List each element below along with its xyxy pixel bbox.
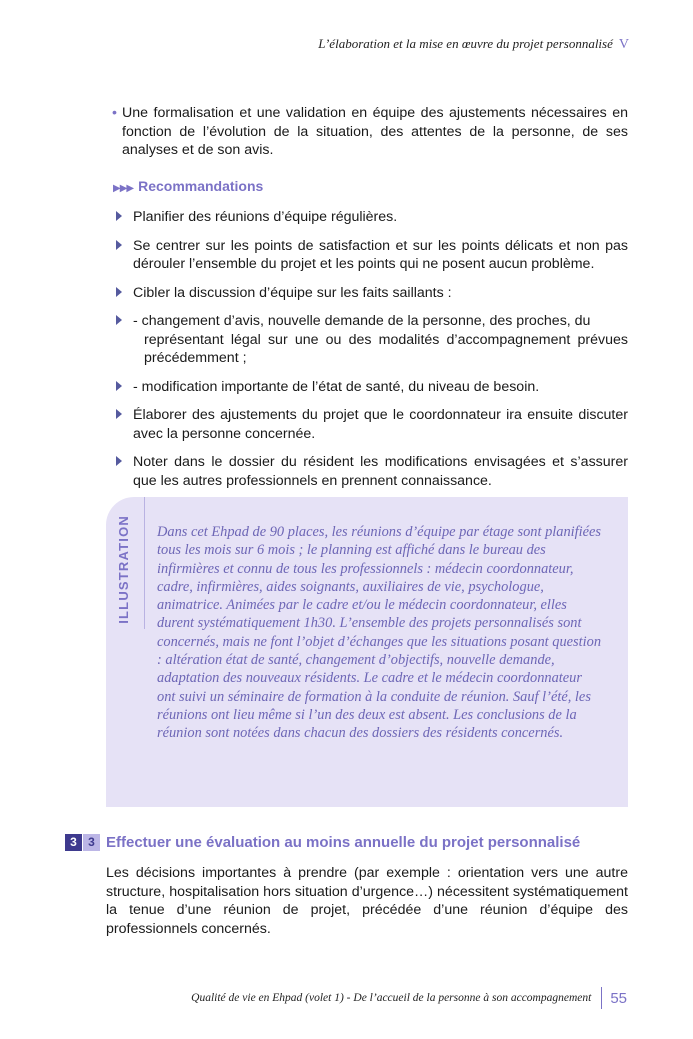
triangle-bullet-icon bbox=[116, 211, 122, 221]
list-item: Noter dans le dossier du résident les modifications envisagées et s’assurer que les autres professionnels en prennent connaissance. bbox=[116, 453, 628, 490]
illustration-text: Dans cet Ehpad de 90 places, les réunions d’équipe par étage sont planifiées tous les mois sur 6 mois ; le planning est affiché dans le bureau des infirmières et connu de tous les professionnels : médecin coordonnateur, cadre, infirmières, aides soignants, auxiliaires de vie, psychologue, animatrice. Animées par le cadre et/ou le médecin coordonnateur, elles durent systématiquement 1h30. L’ensemble des projets personnalisés sont concernés, mais ne font l’objet d’échanges que les situations posant question : altération état de santé, changement d’objectifs, nouvelle demande, adaptation des nouveaux résidents. Le cadre et le médecin coordonnateur ont suivi un séminaire de formation à la conduite de réunion. Sauf l’été, les réunions ont lieu même si l’un des deux est absent. Les conclusions de la réunion sont notées dans chacun des dossiers des résidents concernés. bbox=[157, 524, 602, 742]
chapter-number: V bbox=[618, 37, 629, 52]
triangle-bullet-icon bbox=[116, 287, 122, 297]
section-number-minor: 3 bbox=[83, 834, 100, 851]
intro-paragraph bbox=[112, 104, 628, 160]
section-paragraph: Les décisions importantes à prendre (par exemple : orientation vers une autre structure, hospitalisation hors situation d’urgence…) nécessitent systématiquement la tenue d’une réunion de projet, précédée d’une réunion d’équipe des professionnels concernés. bbox=[106, 865, 628, 937]
triple-arrow-icon: ▶▶▶ bbox=[113, 183, 134, 194]
page-number: 55 bbox=[610, 989, 627, 1007]
intro-text: Une formalisation et une validation en équipe des ajustements nécessaires en fonction de l’évolution de la situation, des attentes de la personne, de ses analyses et de son avis. bbox=[122, 105, 628, 158]
recommandations-list bbox=[116, 208, 628, 500]
illustration-label: ILLUSTRATION bbox=[116, 515, 131, 624]
list-item: Cibler la discussion d’équipe sur les faits saillants : bbox=[116, 284, 628, 303]
list-item: Se centrer sur les points de satisfaction et sur les points délicats et non pas dérouler l’ensemble du projet et les points qui ne posent aucun problème. bbox=[116, 237, 628, 274]
list-item: - modification importante de l’état de santé, du niveau de besoin. bbox=[116, 378, 628, 397]
triangle-bullet-icon bbox=[116, 409, 122, 419]
list-item: Élaborer des ajustements du projet que le coordonnateur ira ensuite discuter avec la personne concernée. bbox=[116, 406, 628, 443]
page-footer bbox=[191, 987, 627, 1009]
illustration-box bbox=[106, 497, 628, 807]
running-head bbox=[318, 36, 629, 53]
section-title: Effectuer une évaluation au moins annuelle du projet personnalisé bbox=[106, 834, 581, 851]
recommandations-heading bbox=[113, 178, 263, 194]
section-number-major: 3 bbox=[65, 834, 82, 851]
section-heading bbox=[65, 834, 580, 851]
triangle-bullet-icon bbox=[116, 315, 122, 325]
triangle-bullet-icon bbox=[116, 381, 122, 391]
illustration-divider bbox=[144, 497, 145, 629]
list-item: - changement d’avis, nouvelle demande de la personne, des proches, du représentant légal sur une ou des modalités d’accompagnement prévues précédemment ; bbox=[116, 312, 628, 368]
running-head-title: L’élaboration et la mise en œuvre du projet personnalisé bbox=[318, 36, 613, 51]
triangle-bullet-icon bbox=[116, 456, 122, 466]
triangle-bullet-icon bbox=[116, 240, 122, 250]
recommandations-title: Recommandations bbox=[138, 178, 264, 194]
list-item: Planifier des réunions d’équipe régulières. bbox=[116, 208, 628, 227]
section-number bbox=[65, 834, 100, 851]
footer-divider bbox=[601, 987, 602, 1009]
footer-text: Qualité de vie en Ehpad (volet 1) - De l’accueil de la personne à son accompagnement bbox=[191, 992, 592, 1004]
bullet-dot: • bbox=[112, 105, 117, 121]
